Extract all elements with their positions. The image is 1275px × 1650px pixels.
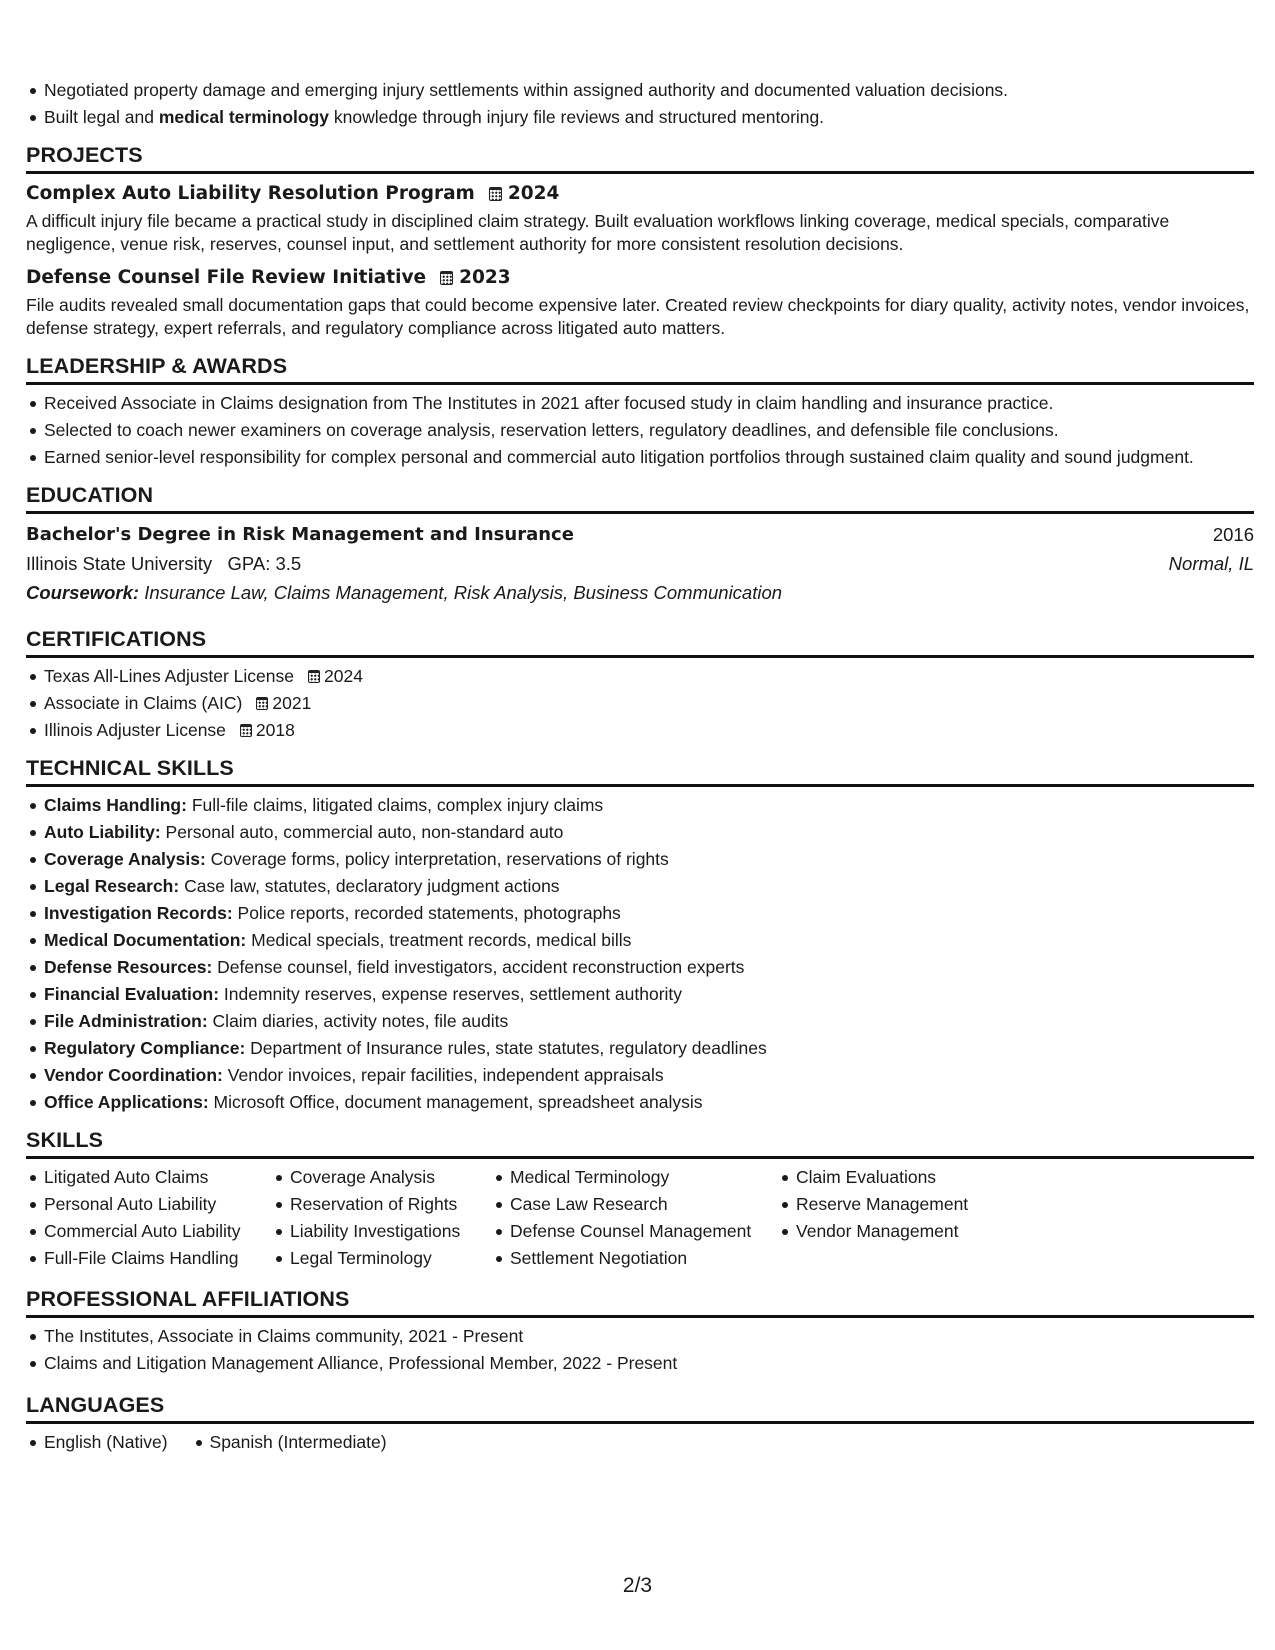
- technical-skills-list: [26, 793, 1254, 1114]
- project-title: [26, 264, 1254, 291]
- gpa: GPA: 3.5: [227, 553, 302, 574]
- skills-grid: [26, 1165, 1254, 1273]
- list-item: Spanish (Intermediate): [192, 1430, 387, 1454]
- list-item: Defense Counsel Management: [492, 1219, 756, 1243]
- experience-bullet: Built legal and medical terminology knowledge through injury file reviews and structured mentoring.: [26, 105, 1254, 129]
- certifications-list: [26, 664, 1254, 742]
- list-item: File Administration: Claim diaries, activity notes, file audits: [26, 1009, 1254, 1033]
- section-title-skills: SKILLS: [26, 1128, 1254, 1159]
- list-item: Full-File Claims Handling: [26, 1246, 250, 1270]
- project-description: File audits revealed small documentation gaps that could become expensive later. Created review checkpoints for diary quality, activity notes, vendor invoices, defense strategy, expert referrals, and regulatory compliance across litigated auto matters.: [26, 295, 1250, 338]
- languages-list: [26, 1430, 1254, 1457]
- list-item: Reservation of Rights: [272, 1192, 470, 1216]
- list-item: Personal Auto Liability: [26, 1192, 250, 1216]
- page-number: 2/3: [622, 1574, 653, 1597]
- calendar-icon: [240, 724, 252, 737]
- list-item: Reserve Management: [778, 1192, 968, 1216]
- calendar-icon: [256, 697, 268, 710]
- project-entry: [26, 180, 1254, 256]
- list-item: Coverage Analysis: [272, 1165, 470, 1189]
- certification-item: Illinois Adjuster License 2018: [26, 718, 1254, 742]
- list-item: Medical Terminology: [492, 1165, 756, 1189]
- skills-column: [26, 1165, 250, 1273]
- education-school-row: [26, 549, 1254, 578]
- list-item: Received Associate in Claims designation from The Institutes in 2021 after focused study in claim handling and insurance practice.: [26, 391, 1254, 415]
- experience-bullets: [26, 78, 1254, 129]
- list-item: Coverage Analysis: Coverage forms, policy interpretation, reservations of rights: [26, 847, 1254, 871]
- project-year: 2023: [459, 267, 511, 288]
- list-item: Case Law Research: [492, 1192, 756, 1216]
- list-item: Legal Terminology: [272, 1246, 470, 1270]
- bold-keyword: medical terminology: [158, 107, 329, 127]
- list-item: Regulatory Compliance: Department of Insurance rules, state statutes, regulatory deadlines: [26, 1036, 1254, 1060]
- coursework-list: Insurance Law, Claims Management, Risk Analysis, Business Communication: [144, 582, 783, 603]
- certification-item: Associate in Claims (AIC) 2021: [26, 691, 1254, 715]
- list-item: Auto Liability: Personal auto, commercial auto, non-standard auto: [26, 820, 1254, 844]
- project-description: A difficult injury file became a practical study in disciplined claim strategy. Built evaluation workflows linking coverage, medical specials, comparative negligence, venue risk, reserves, counsel input, and settlement authority for more consistent resolution decisions.: [26, 211, 1170, 254]
- list-item: Selected to coach newer examiners on coverage analysis, reservation letters, regulatory deadlines, and defensible file conclusions.: [26, 418, 1254, 442]
- school-name: Illinois State University: [26, 553, 213, 574]
- skills-column: [778, 1165, 968, 1273]
- list-item: Earned senior-level responsibility for complex personal and commercial auto litigation portfolios through sustained claim quality and sound judgment.: [26, 445, 1254, 469]
- list-item: Litigated Auto Claims: [26, 1165, 250, 1189]
- list-item: Office Applications: Microsoft Office, document management, spreadsheet analysis: [26, 1090, 1254, 1114]
- list-item: Vendor Coordination: Vendor invoices, repair facilities, independent appraisals: [26, 1063, 1254, 1087]
- certification-item: Texas All-Lines Adjuster License 2024: [26, 664, 1254, 688]
- project-year: 2024: [507, 183, 560, 204]
- list-item: English (Native): [26, 1430, 168, 1454]
- project-title: [26, 180, 1254, 207]
- list-item: Vendor Management: [778, 1219, 968, 1243]
- list-item: Financial Evaluation: Indemnity reserves, expense reserves, settlement authority: [26, 982, 1254, 1006]
- list-item: Medical Documentation: Medical specials, treatment records, medical bills: [26, 928, 1254, 952]
- degree-name: Bachelor's Degree in Risk Management and Insurance: [26, 524, 574, 545]
- section-title-education: EDUCATION: [26, 483, 1254, 514]
- resume-page: [26, 78, 1254, 1457]
- list-item: Legal Research: Case law, statutes, declaratory judgment actions: [26, 874, 1254, 898]
- list-item: Settlement Negotiation: [492, 1246, 756, 1270]
- list-item: Liability Investigations: [272, 1219, 470, 1243]
- list-item: Commercial Auto Liability: [26, 1219, 250, 1243]
- education-degree-row: [26, 520, 1254, 549]
- project-entry: [26, 264, 1254, 340]
- calendar-icon: [308, 670, 320, 683]
- list-item: Investigation Records: Police reports, recorded statements, photographs: [26, 901, 1254, 925]
- graduation-year: 2016: [1212, 524, 1254, 545]
- section-title-projects: PROJECTS: [26, 143, 1254, 174]
- section-title-leadership: LEADERSHIP & AWARDS: [26, 354, 1254, 385]
- list-item: The Institutes, Associate in Claims community, 2021 - Present: [26, 1324, 1254, 1348]
- leadership-list: [26, 391, 1254, 469]
- section-title-certifications: CERTIFICATIONS: [26, 627, 1254, 658]
- section-title-languages: LANGUAGES: [26, 1393, 1254, 1424]
- section-title-technical-skills: TECHNICAL SKILLS: [26, 756, 1254, 787]
- list-item: Claims Handling: Full-file claims, litigated claims, complex injury claims: [26, 793, 1254, 817]
- coursework-label: Coursework:: [26, 582, 140, 603]
- list-item: Defense Resources: Defense counsel, field investigators, accident reconstruction experts: [26, 955, 1254, 979]
- affiliations-list: [26, 1324, 1254, 1375]
- experience-bullet: Negotiated property damage and emerging injury settlements within assigned authority and documented valuation decisions.: [26, 78, 1254, 102]
- school-location: Normal, IL: [1168, 553, 1254, 574]
- section-title-affiliations: PROFESSIONAL AFFILIATIONS: [26, 1287, 1254, 1318]
- project-name: Complex Auto Liability Resolution Program: [26, 183, 475, 204]
- skills-column: [272, 1165, 470, 1273]
- skills-column: [492, 1165, 756, 1273]
- list-item: Claim Evaluations: [778, 1165, 968, 1189]
- calendar-icon: [440, 271, 453, 285]
- list-item: Claims and Litigation Management Alliance, Professional Member, 2022 - Present: [26, 1351, 1254, 1375]
- project-name: Defense Counsel File Review Initiative: [26, 267, 427, 288]
- calendar-icon: [489, 187, 502, 201]
- coursework-row: [26, 578, 1254, 607]
